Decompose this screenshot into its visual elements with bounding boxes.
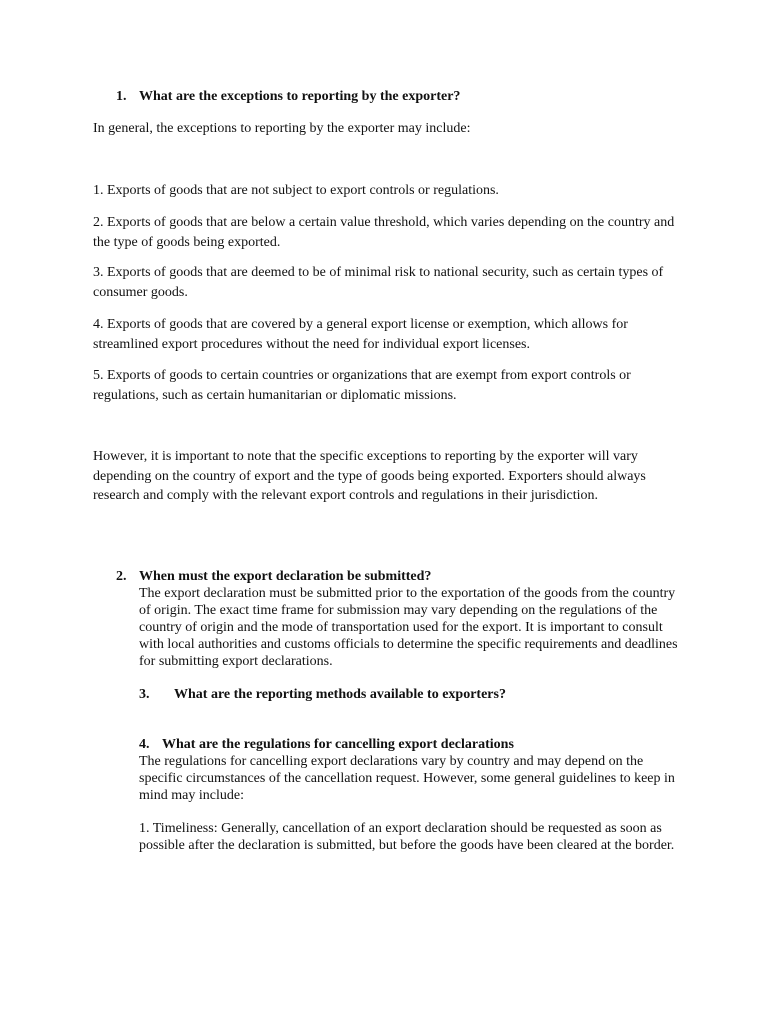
exception-item: 4. Exports of goods that are covered by a general export license or exemption, which allows for streamlined export procedures without the need for individual export licenses. [93, 317, 628, 352]
section-2-heading [116, 568, 716, 586]
section-4-heading [139, 736, 699, 754]
section-2-title: When must the export declaration be submitted? [139, 569, 432, 584]
section-1-title: What are the exceptions to reporting by the exporter? [139, 89, 461, 104]
section-3-heading [139, 686, 699, 704]
exception-item: 2. Exports of goods that are below a certain value threshold, which varies depending on the country and the type of goods being exported. [93, 215, 675, 250]
exception-item: 5. Exports of goods to certain countries or organizations that are exempt from export controls or regulations, such as certain humanitarian or diplomatic missions. [93, 368, 631, 403]
section-3-number: 3. [139, 687, 150, 702]
section-1-conclusion: However, it is important to note that the specific exceptions to reporting by the exporter will vary depending on the country of export and the type of goods being exported. Exporters should always research and comply with the relevant export controls and regulations in their jurisdiction. [93, 449, 646, 503]
section-4-body: The regulations for cancelling export declarations vary by country and may depend on the specific circumstances of the cancellation request. However, some general guidelines to keep in mind may include: [139, 754, 675, 803]
exception-item: 3. Exports of goods that are deemed to be of minimal risk to national security, such as certain types of consumer goods. [93, 265, 664, 300]
section-1-number: 1. [116, 89, 127, 104]
section-4-number: 4. [139, 737, 150, 752]
section-1-intro: In general, the exceptions to reporting by the exporter may include: [93, 121, 471, 136]
section-1-heading [116, 88, 716, 106]
section-2-number: 2. [116, 569, 127, 584]
section-2-body: The export declaration must be submitted prior to the exportation of the goods from the country of origin. The exact time frame for submission may vary depending on the regulations of the country of origin and the mode of transportation used for the export. It is important to consult with local authorities and customs officials to determine the specific requirements and deadlines for submitting export declarations. [139, 586, 678, 669]
exception-item: 1. Exports of goods that are not subject to export controls or regulations. [93, 183, 499, 198]
cancellation-guideline-item: 1. Timeliness: Generally, cancellation of an export declaration should be requested as soon as possible after the declaration is submitted, but before the goods have been cleared at the border. [139, 821, 675, 853]
section-4-title: What are the regulations for cancelling export declarations [162, 737, 514, 752]
section-3-title: What are the reporting methods available to exporters? [174, 687, 506, 702]
